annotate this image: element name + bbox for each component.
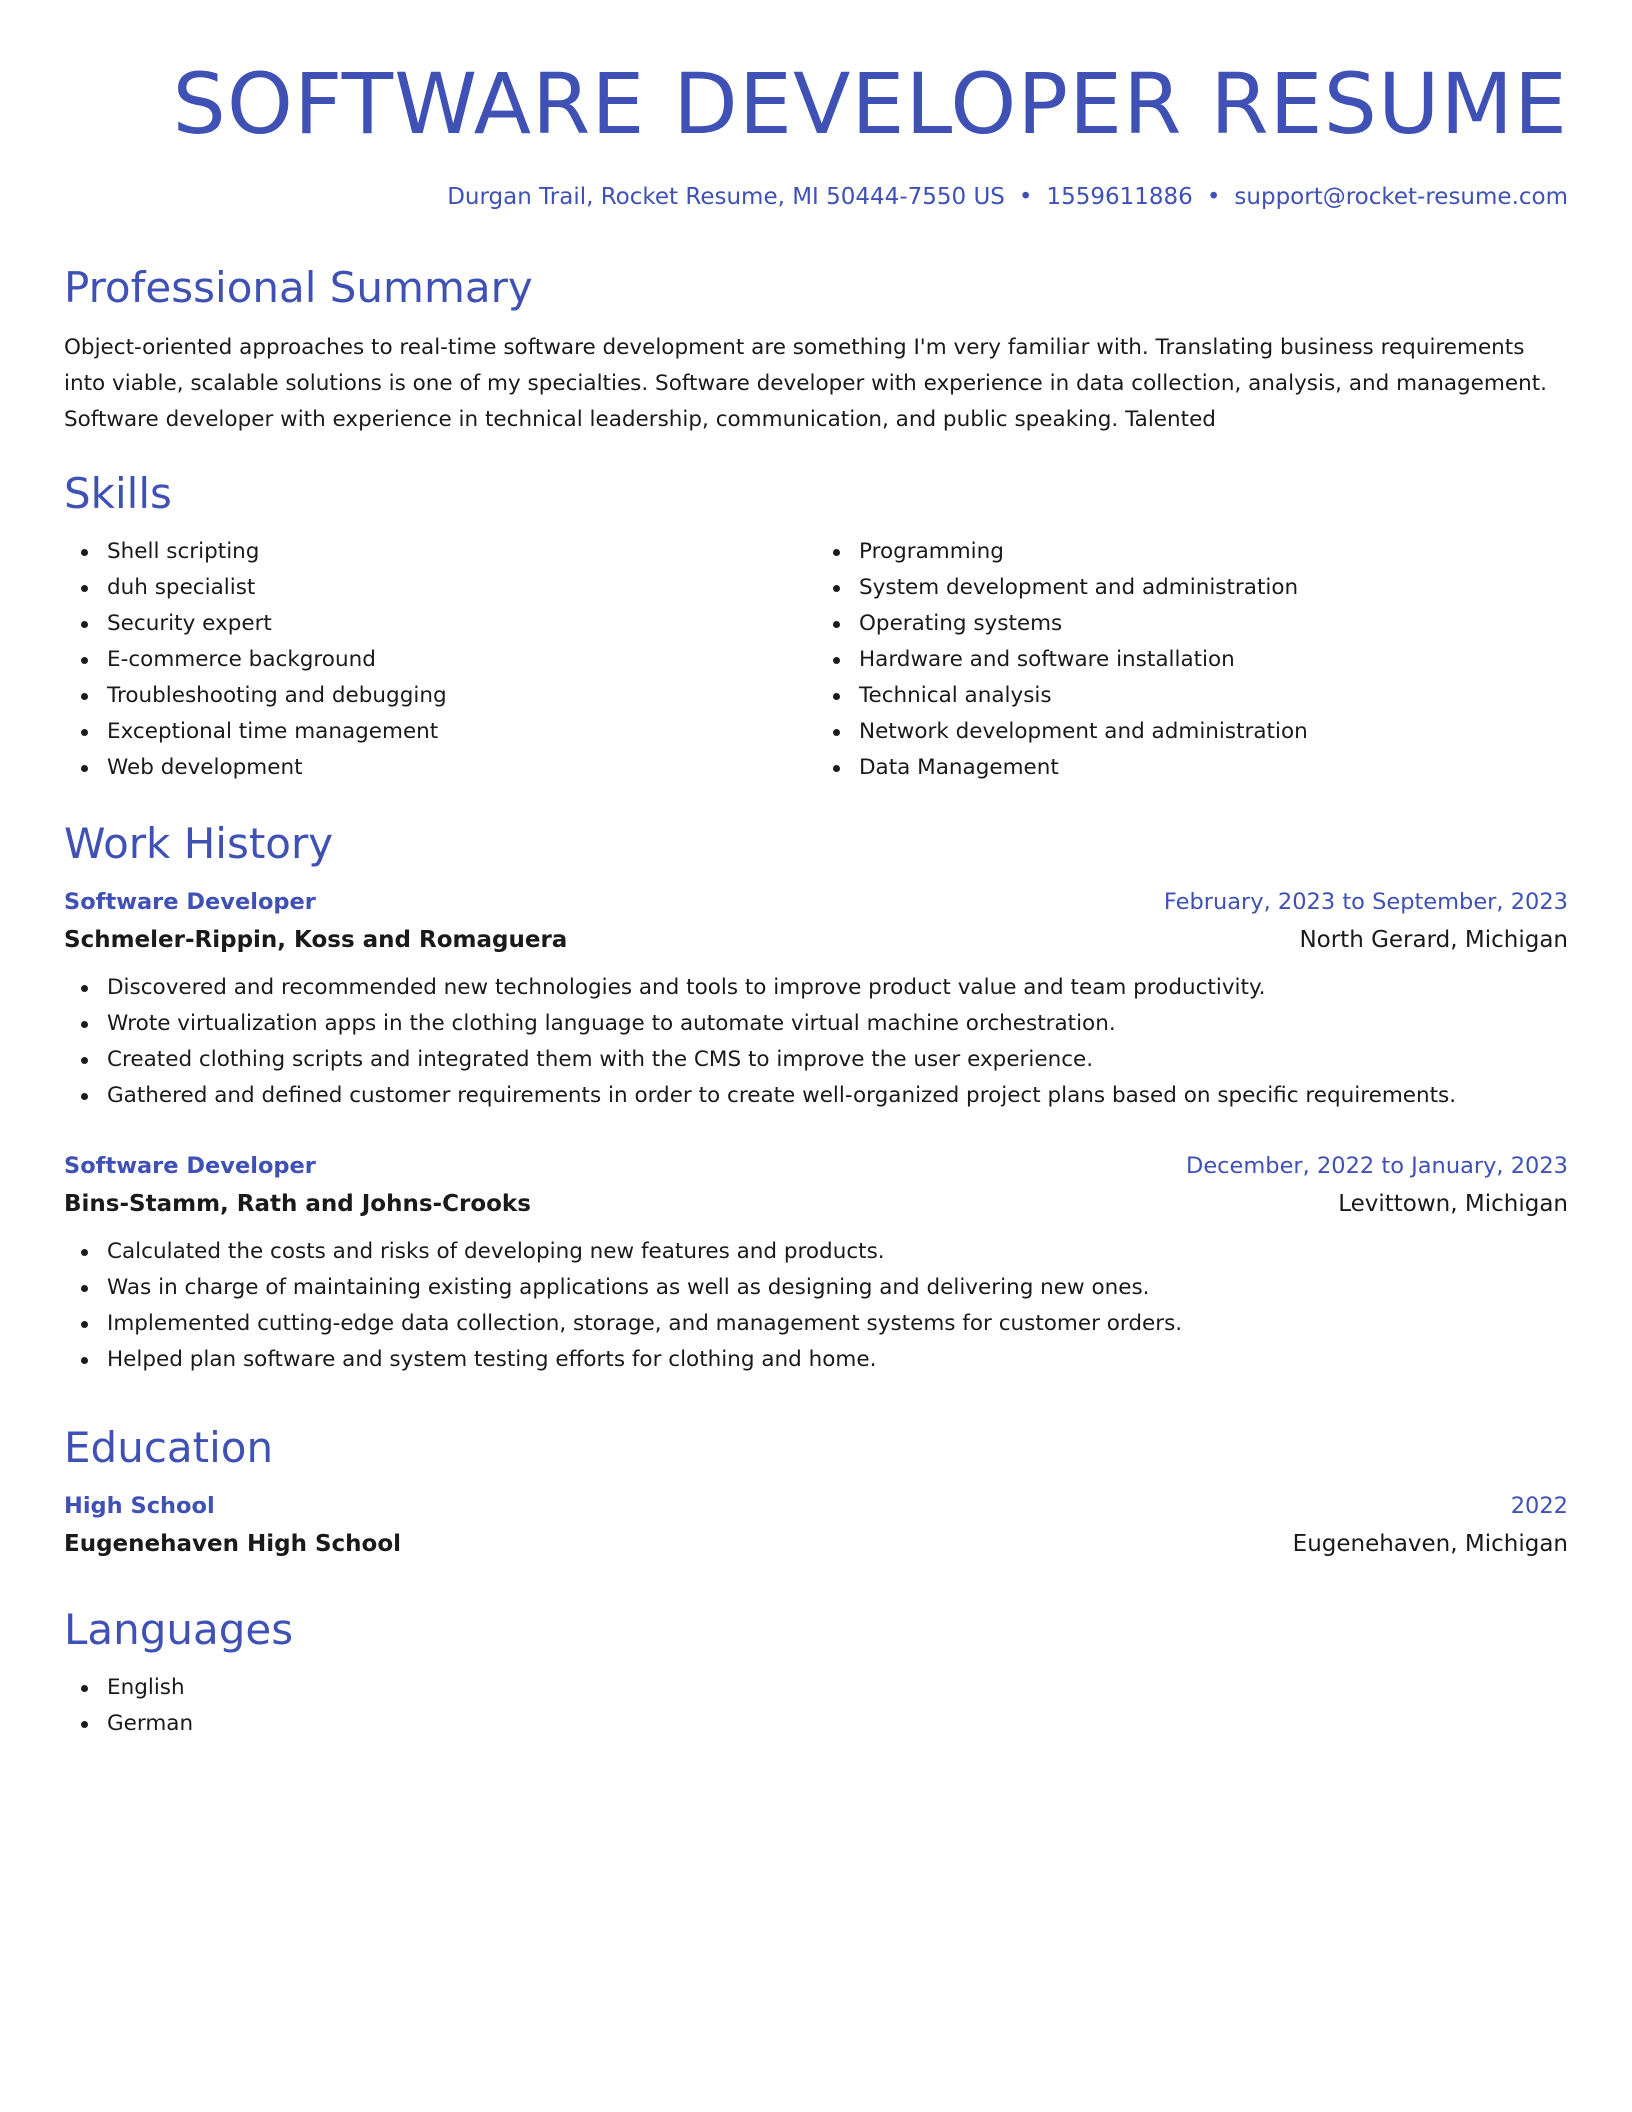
skills-list-right [816, 534, 1568, 786]
job-bullet: Gathered and defined customer requirements in order to create well-organized project plans based on specific requirements. [107, 1078, 1568, 1114]
job-bullet: Helped plan software and system testing efforts for clothing and home. [107, 1342, 1568, 1378]
skills-list-left [64, 534, 816, 786]
skill-item: Troubleshooting and debugging [107, 678, 816, 714]
education-year: 2022 [1510, 1493, 1568, 1519]
skill-item: Operating systems [859, 606, 1568, 642]
skill-item: System development and administration [859, 570, 1568, 606]
job-bullet: Implemented cutting-edge data collection, storage, and management systems for customer orders. [107, 1306, 1568, 1342]
summary-text: Object-oriented approaches to real-time software development are something I'm very familiar with. Translating business requirements into viable, scalable solutions is one of my specialties. Software developer with experience in data collection, analysis, and management. Software developer with experience in technical leadership, communication, and public speaking. Talented [64, 335, 1547, 432]
contact-email[interactable]: support@rocket-resume.com [1234, 184, 1568, 210]
job-employer-row [64, 1184, 1568, 1224]
skill-item: Programming [859, 534, 1568, 570]
education-header-row [64, 1488, 1568, 1524]
professional-summary-section [64, 262, 1568, 438]
section-heading-work: Work History [64, 819, 334, 868]
skill-item: Exceptional time management [107, 714, 816, 750]
job-bullets [64, 1234, 1568, 1378]
job-bullet: Calculated the costs and risks of developing new features and products. [107, 1234, 1568, 1270]
skill-item: Technical analysis [859, 678, 1568, 714]
job-dates: December, 2022 to January, 2023 [1186, 1153, 1568, 1179]
skill-item: Data Management [859, 750, 1568, 786]
education-school: Eugenehaven High School [64, 1531, 402, 1557]
job-bullet: Created clothing scripts and integrated them with the CMS to improve the user experience. [107, 1042, 1568, 1078]
skills-grid [64, 534, 1568, 786]
contact-line [447, 182, 1568, 212]
job-bullets [64, 970, 1568, 1114]
job-employer: Bins-Stamm, Rath and Johns-Crooks [64, 1191, 531, 1217]
resume-title: SOFTWARE DEVELOPER RESUME [172, 55, 1568, 153]
languages-list [64, 1670, 1568, 1742]
job-entry [64, 1148, 1568, 1378]
job-title: Software Developer [64, 1153, 316, 1179]
job-title: Software Developer [64, 889, 316, 915]
skill-item: duh specialist [107, 570, 816, 606]
work-history-section [64, 818, 1568, 1378]
skill-item: Hardware and software installation [859, 642, 1568, 678]
languages-section [64, 1604, 1568, 1742]
job-header-row [64, 1148, 1568, 1184]
skill-item: Web development [107, 750, 816, 786]
job-dates: February, 2023 to September, 2023 [1163, 889, 1568, 915]
job-location: North Gerard, Michigan [1299, 927, 1568, 953]
job-entry [64, 884, 1568, 1114]
job-bullet: Wrote virtualization apps in the clothing language to automate virtual machine orchestration. [107, 1006, 1568, 1042]
section-heading-education: Education [64, 1423, 274, 1472]
skill-item: Security expert [107, 606, 816, 642]
education-school-row [64, 1524, 1568, 1564]
job-location: Levittown, Michigan [1338, 1191, 1568, 1217]
contact-separator: • [1206, 184, 1221, 210]
contact-phone: 1559611886 [1046, 184, 1193, 210]
language-item: English [107, 1670, 1568, 1706]
section-heading-languages: Languages [64, 1605, 294, 1654]
job-bullet: Was in charge of maintaining existing applications as well as designing and delivering new ones. [107, 1270, 1568, 1306]
education-section [64, 1422, 1568, 1564]
language-item: German [107, 1706, 1568, 1742]
education-entry [64, 1488, 1568, 1564]
job-employer: Schmeler-Rippin, Koss and Romaguera [64, 927, 568, 953]
job-employer-row [64, 920, 1568, 960]
job-header-row [64, 884, 1568, 920]
contact-separator: • [1018, 184, 1033, 210]
section-heading-summary: Professional Summary [64, 263, 533, 312]
section-heading-skills: Skills [64, 469, 172, 518]
skill-item: Shell scripting [107, 534, 816, 570]
skills-section [64, 468, 1568, 786]
contact-address: Durgan Trail, Rocket Resume, MI 50444-7550 US [447, 184, 1005, 210]
skill-item: E-commerce background [107, 642, 816, 678]
education-degree: High School [64, 1493, 215, 1519]
education-location: Eugenehaven, Michigan [1292, 1531, 1568, 1557]
skill-item: Network development and administration [859, 714, 1568, 750]
job-bullet: Discovered and recommended new technologies and tools to improve product value and team productivity. [107, 970, 1568, 1006]
